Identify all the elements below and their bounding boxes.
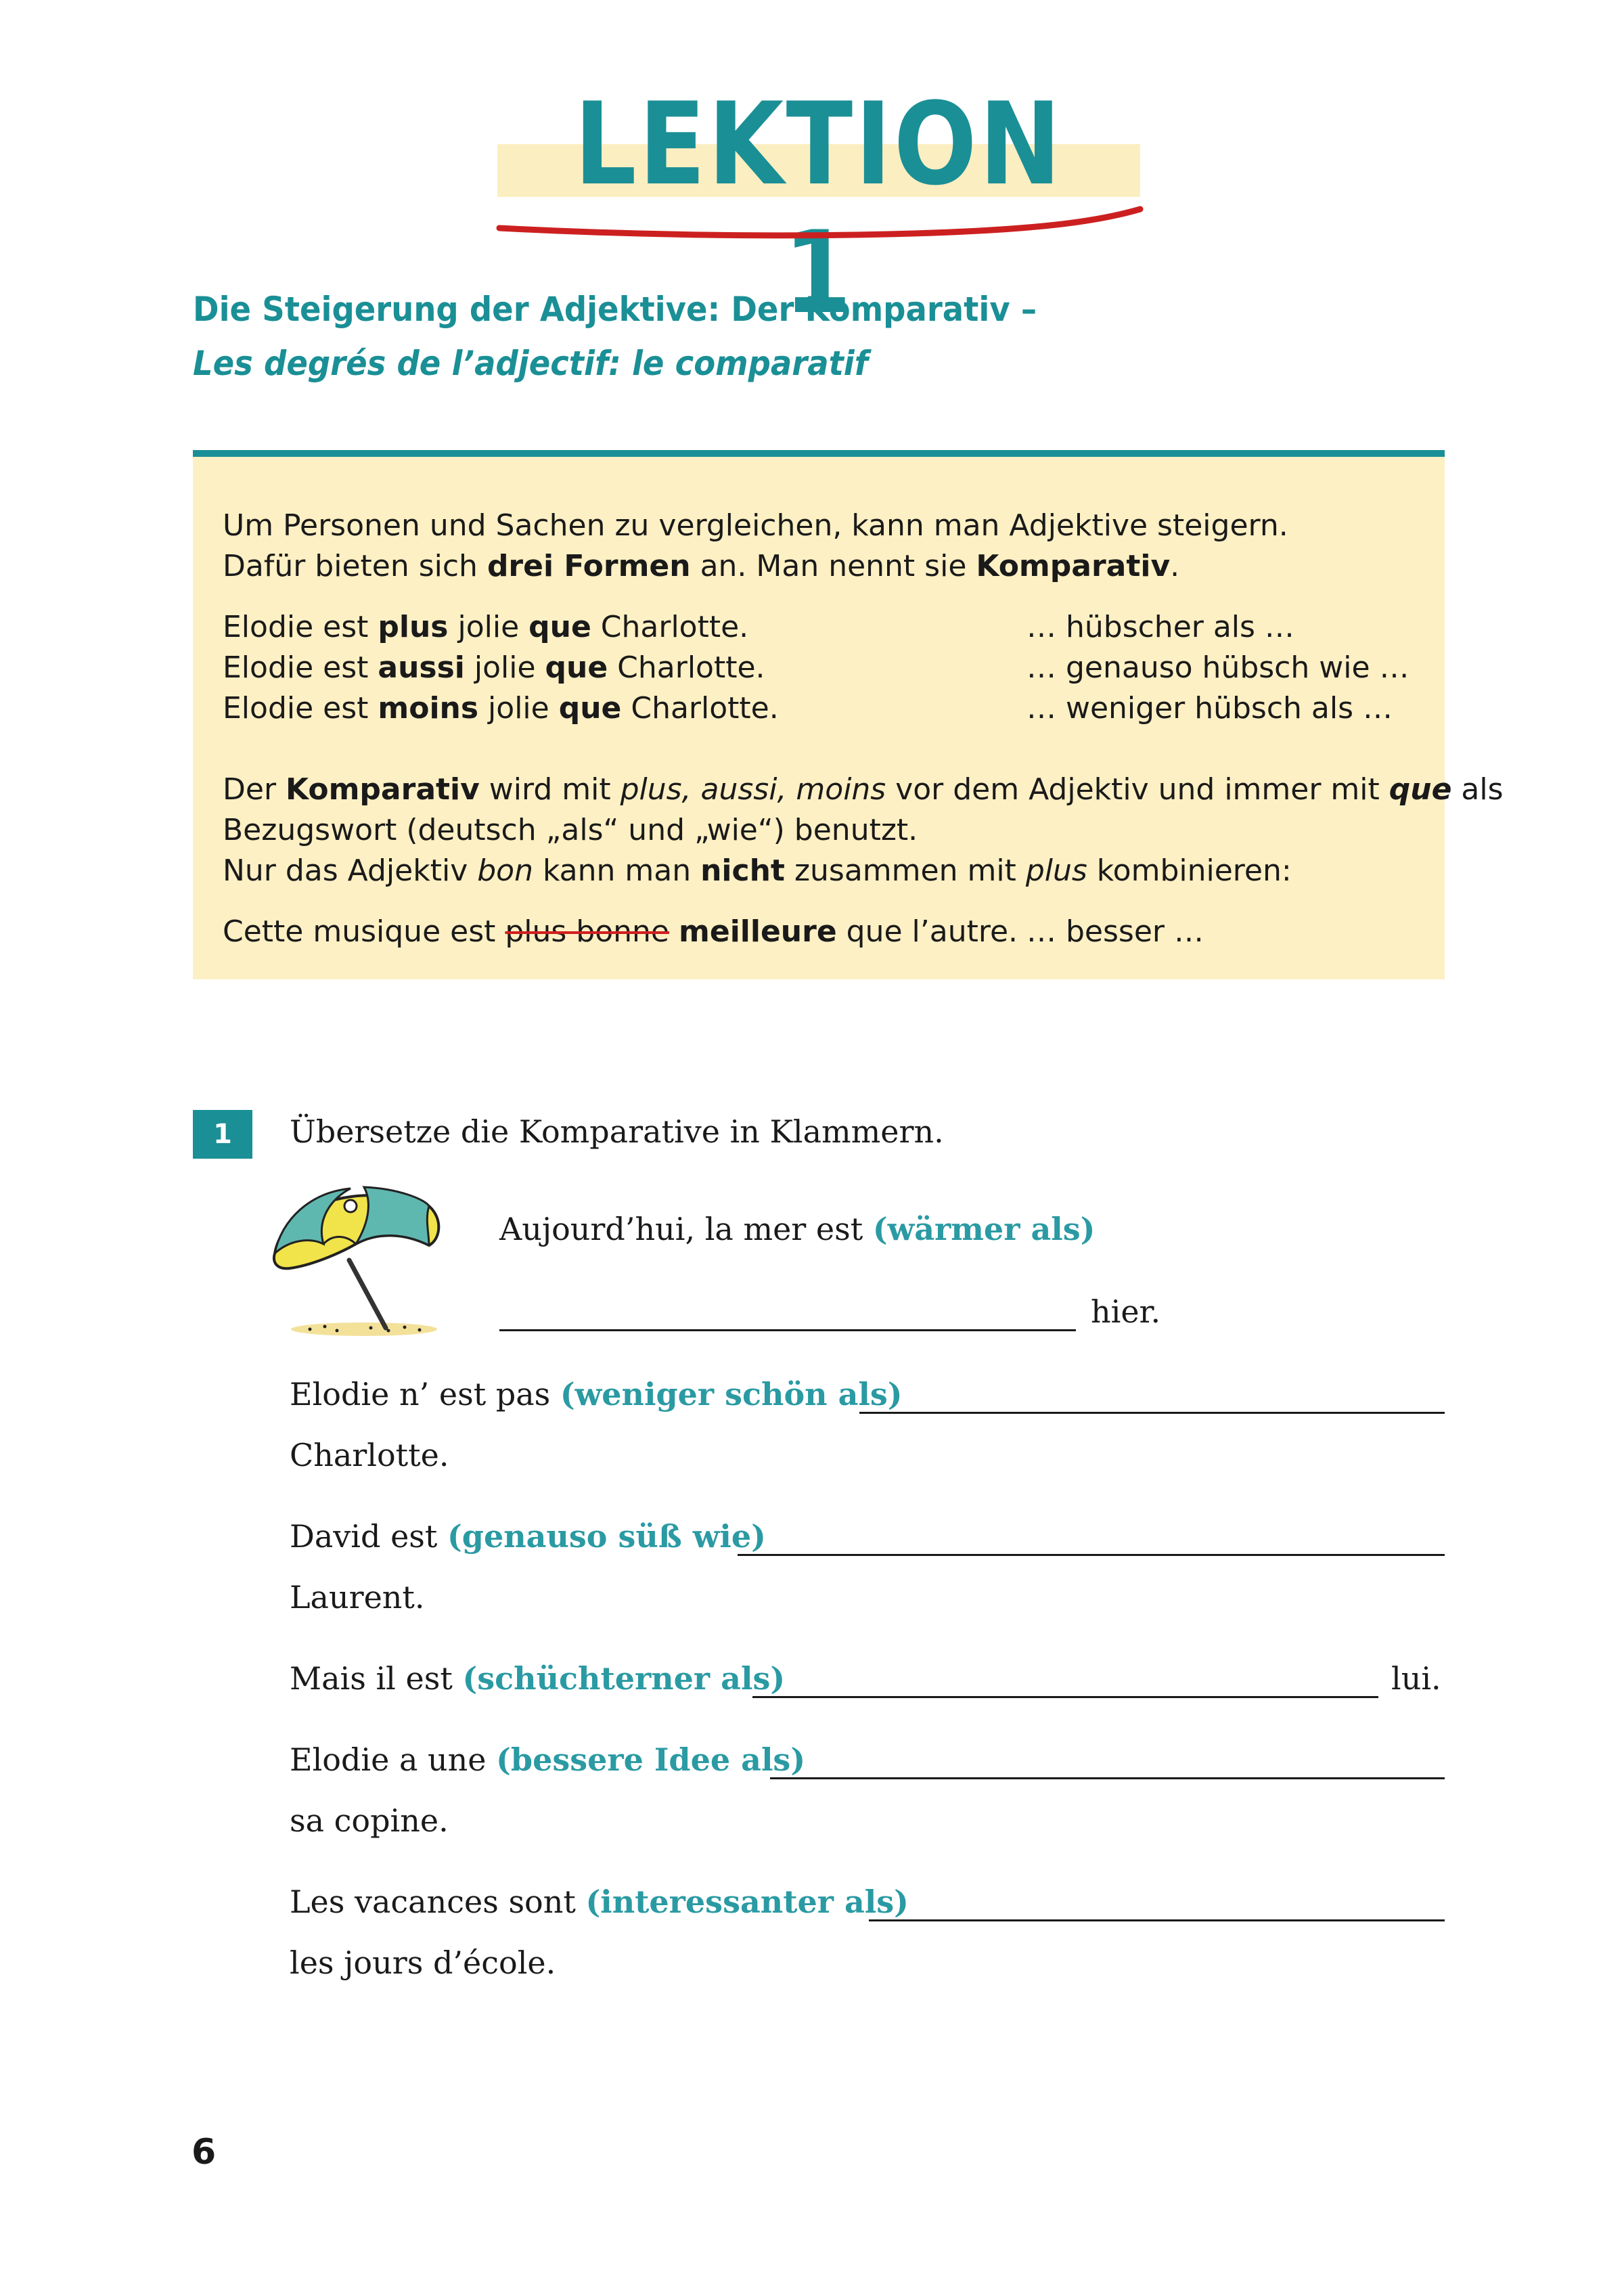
- hint: (wärmer als): [872, 1211, 1096, 1247]
- keyword: moins: [378, 691, 479, 726]
- text: jolie: [478, 691, 559, 726]
- hint: (interessanter als): [585, 1884, 909, 1920]
- text: Dafür bieten sich: [223, 549, 487, 583]
- exercise-item-3-prompt: [290, 1516, 766, 1557]
- keyword: meilleure: [679, 914, 837, 949]
- exercise-item-6-after: les jours d’école.: [290, 1944, 556, 1981]
- text: Charlotte.: [608, 650, 765, 685]
- text: Der: [223, 772, 286, 807]
- text-bold: Komparativ: [286, 772, 480, 807]
- exercise-instruction: Übersetze die Komparative in Klammern.: [290, 1113, 944, 1150]
- answer-line-4[interactable]: [752, 1696, 1378, 1698]
- beach-umbrella-icon: [269, 1179, 447, 1341]
- exercise-item-3-after: Laurent.: [290, 1579, 425, 1616]
- bon-translation: … besser …: [1027, 914, 1204, 949]
- text: Nur das Adjektiv: [223, 853, 478, 888]
- example-translation-moins: … weniger hübsch als …: [1027, 691, 1393, 726]
- text-bold: nicht: [700, 853, 785, 888]
- keyword: aussi: [378, 650, 465, 685]
- rule-line-3: [223, 851, 1292, 891]
- hint: (bessere Idee als): [496, 1741, 806, 1778]
- keyword: plus: [378, 610, 449, 644]
- grammar-box: [193, 450, 1504, 979]
- page-title: LEKTION 1: [574, 78, 1064, 339]
- exercise-item-1-after: hier.: [1091, 1293, 1161, 1330]
- text: Elodie a une: [290, 1741, 497, 1778]
- title-underline: [494, 200, 1144, 247]
- text-italic: plus: [1025, 853, 1087, 888]
- answer-line-2[interactable]: [859, 1412, 1445, 1414]
- text: [669, 914, 679, 949]
- keyword: que: [558, 691, 622, 726]
- answer-line-6[interactable]: [869, 1919, 1445, 1921]
- rule-line-2: Bezugswort (deutsch „als“ und „wie“) benutzt.: [223, 813, 918, 847]
- text: David est: [290, 1518, 448, 1555]
- answer-line-5[interactable]: [770, 1777, 1445, 1779]
- text: jolie: [448, 610, 529, 644]
- example-translation-aussi: … genauso hübsch wie …: [1027, 650, 1409, 685]
- hint: (genauso süß wie): [447, 1518, 766, 1555]
- example-row-plus: [223, 607, 748, 648]
- exercise-number-badge: 1: [193, 1110, 252, 1159]
- text-italic: plus, aussi, moins: [620, 772, 886, 807]
- struck-text: plus bonne: [505, 914, 670, 949]
- intro-line-1: Um Personen und Sachen zu vergleichen, kann man Adjektive steigern.: [223, 508, 1288, 543]
- intro-line-2: [223, 546, 1179, 587]
- text: kann man: [533, 853, 701, 888]
- exercise-item-4-after: lui.: [1391, 1660, 1441, 1697]
- page-number: 6: [191, 2132, 217, 2173]
- text: Aujourd’hui, la mer est: [499, 1211, 873, 1247]
- example-row-moins: [223, 688, 779, 729]
- text: wird mit: [479, 772, 621, 807]
- text: an. Man nennt sie: [690, 549, 976, 583]
- text-bold: drei Formen: [487, 549, 691, 583]
- text: Cette musique est: [223, 914, 505, 949]
- text: als: [1451, 772, 1504, 807]
- text: Elodie n’ est pas: [290, 1376, 560, 1412]
- text-italic: bon: [477, 853, 533, 888]
- text-bold-italic: que: [1389, 772, 1452, 807]
- exercise-item-1-prompt: [499, 1209, 1095, 1249]
- hint: (weniger schön als): [560, 1376, 903, 1412]
- text: Mais il est: [290, 1660, 463, 1697]
- text: Elodie est: [223, 691, 378, 726]
- text: .: [1170, 549, 1180, 583]
- hint: (schüchterner als): [462, 1660, 786, 1697]
- answer-line-3[interactable]: [738, 1554, 1445, 1556]
- section-heading-fr: Les degrés de l’adjectif: le comparatif: [193, 344, 868, 383]
- text: Charlotte.: [621, 691, 779, 726]
- example-row-aussi: [223, 648, 765, 688]
- exercise-item-5-after: sa copine.: [290, 1802, 449, 1839]
- text: Charlotte.: [591, 610, 749, 644]
- keyword: que: [545, 650, 608, 685]
- exercise-item-2-prompt: [290, 1374, 903, 1415]
- text: kombinieren:: [1087, 853, 1292, 888]
- text: Elodie est: [223, 650, 378, 685]
- text: zusammen mit: [784, 853, 1026, 888]
- bon-example: [223, 912, 1018, 952]
- exercise-item-2-after: Charlotte.: [290, 1437, 449, 1473]
- text: jolie: [464, 650, 545, 685]
- exercise-item-4-prompt: [290, 1658, 785, 1699]
- text: Elodie est: [223, 610, 378, 644]
- text-bold: Komparativ: [976, 549, 1171, 583]
- keyword: que: [528, 610, 591, 644]
- exercise-item-6-prompt: [290, 1882, 909, 1922]
- text: Les vacances sont: [290, 1884, 586, 1920]
- text: vor dem Adjektiv und immer mit: [886, 772, 1389, 807]
- exercise-item-5-prompt: [290, 1739, 805, 1780]
- example-translation-plus: … hübscher als …: [1027, 610, 1294, 644]
- section-heading-de: Die Steigerung der Adjektive: Der Komparativ –: [193, 290, 1037, 329]
- text: que l’autre.: [836, 914, 1018, 949]
- answer-line-1[interactable]: [499, 1329, 1076, 1331]
- rule-line-1: [223, 770, 1504, 810]
